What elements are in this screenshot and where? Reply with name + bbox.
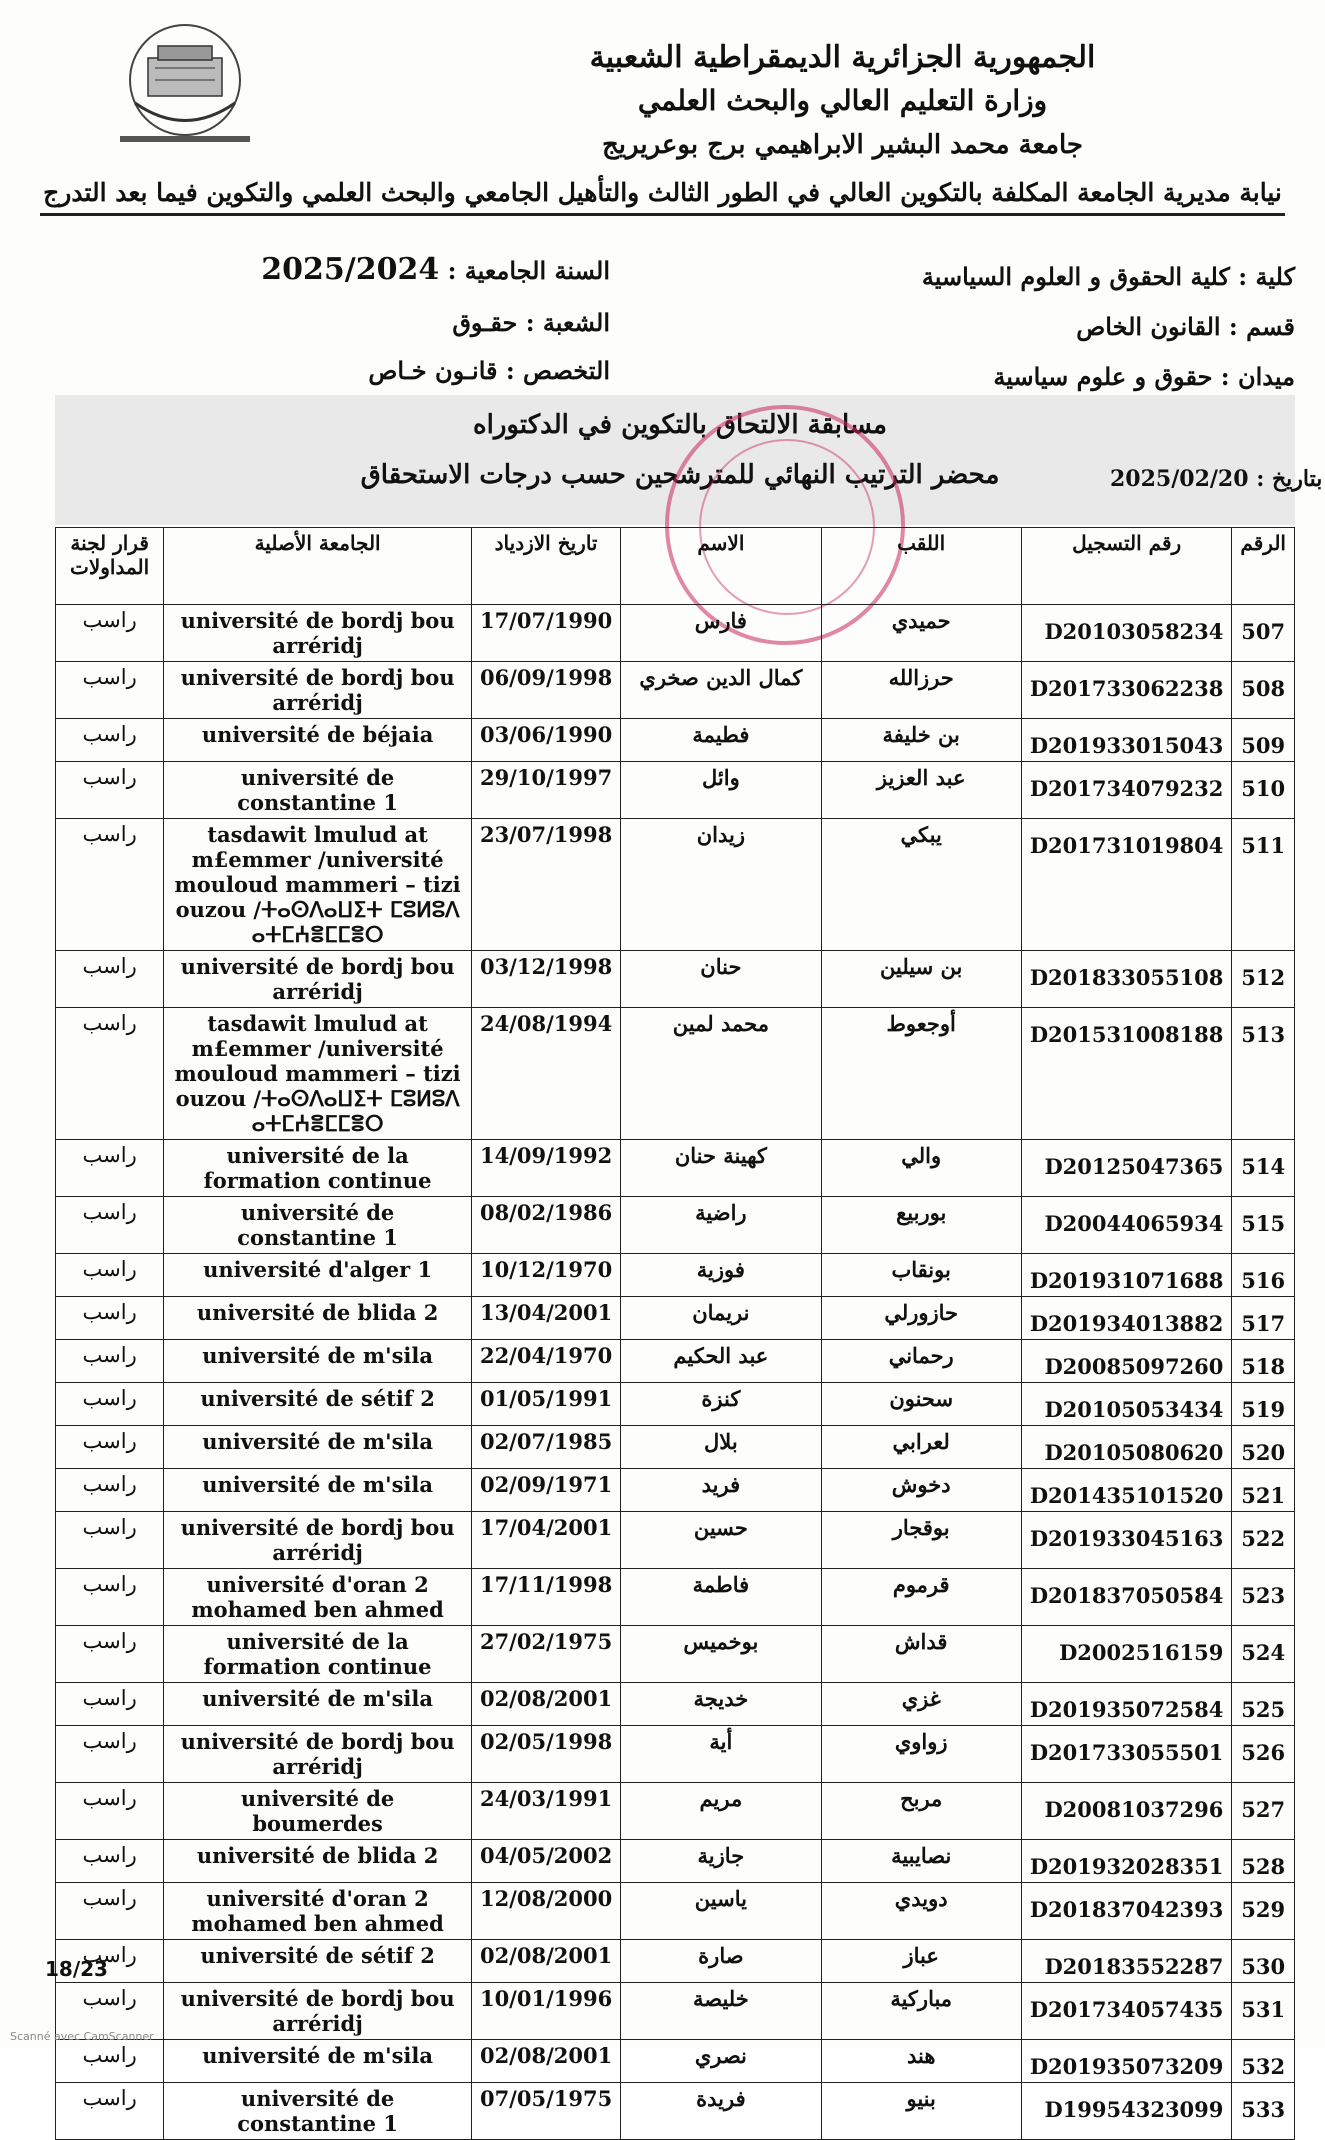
firstname-cell: نصري xyxy=(621,2040,821,2083)
birthdate-cell: 10/12/1970 xyxy=(471,1254,620,1297)
number-cell: 507 xyxy=(1232,605,1295,662)
number-cell: 524 xyxy=(1232,1626,1295,1683)
university-cell: université de sétif 2 xyxy=(164,1383,472,1426)
number-cell: 530 xyxy=(1232,1940,1295,1983)
university-cell: université de boumerdes xyxy=(164,1783,472,1840)
lastname-cell: قداش xyxy=(821,1626,1021,1683)
birthdate-cell: 13/04/2001 xyxy=(471,1297,620,1340)
table-row xyxy=(56,719,1295,762)
university-cell: université d'alger 1 xyxy=(164,1254,472,1297)
contest-title: مسابقة الالتحاق بالتكوين في الدكتوراه xyxy=(473,410,887,440)
lastname-cell: بوربيع xyxy=(821,1197,1021,1254)
university-cell: université de m'sila xyxy=(164,1683,472,1726)
birthdate-cell: 03/12/1998 xyxy=(471,951,620,1008)
number-cell: 518 xyxy=(1232,1340,1295,1383)
field-value: حقوق و علوم سياسية xyxy=(993,362,1213,391)
lastname-cell: حازورلي xyxy=(821,1297,1021,1340)
decision-cell: راسب xyxy=(56,662,164,719)
university-cell: université de m'sila xyxy=(164,2040,472,2083)
ranking-title: محضر الترتيب النهائي للمترشحين حسب درجات الاستحقاق xyxy=(360,460,1000,490)
table-row xyxy=(56,1469,1295,1512)
registration-cell: D20125047365 xyxy=(1021,1140,1232,1197)
branch-line xyxy=(452,308,610,337)
university-cell: tasdawit lmulud at m£emmer /université mouloud mammeri – tizi ouzou /ⵜⴰⵙⴷⴰⵡⵉⵜ ⵎⵓⵍⵓⴷ ⴰⵜⵎⵄⴻⵎⵎⴻⵔ xyxy=(164,819,472,951)
table-row xyxy=(56,605,1295,662)
decision-cell: راسب xyxy=(56,1683,164,1726)
year-line xyxy=(261,252,610,287)
department-value: القانون الخاص xyxy=(1076,312,1221,341)
university-cell: université de blida 2 xyxy=(164,1297,472,1340)
col-firstname: الاسم xyxy=(621,528,821,605)
table-row xyxy=(56,762,1295,819)
university-cell: université de bordj bou arréridj xyxy=(164,605,472,662)
decision-cell: راسب xyxy=(56,1197,164,1254)
col-lastname: اللقب xyxy=(821,528,1021,605)
decision-cell: راسب xyxy=(56,1383,164,1426)
number-cell: 510 xyxy=(1232,762,1295,819)
ministry-heading: وزارة التعليم العالي والبحث العلمي xyxy=(637,84,1048,117)
firstname-cell: مريم xyxy=(621,1783,821,1840)
decision-cell: راسب xyxy=(56,2040,164,2083)
university-cell: université de la formation continue xyxy=(164,1626,472,1683)
number-cell: 517 xyxy=(1232,1297,1295,1340)
lastname-cell: بن خليفة xyxy=(821,719,1021,762)
birthdate-cell: 04/05/2002 xyxy=(471,1840,620,1883)
firstname-cell: فارس xyxy=(621,605,821,662)
decision-cell: راسب xyxy=(56,1254,164,1297)
number-cell: 509 xyxy=(1232,719,1295,762)
birthdate-cell: 17/07/1990 xyxy=(471,605,620,662)
lastname-cell: بوقجار xyxy=(821,1512,1021,1569)
registration-cell: D201933045163 xyxy=(1021,1512,1232,1569)
birthdate-cell: 17/04/2001 xyxy=(471,1512,620,1569)
decision-cell: راسب xyxy=(56,719,164,762)
lastname-cell: عبد العزيز xyxy=(821,762,1021,819)
table-row xyxy=(56,2083,1295,2140)
university-cell: université de béjaia xyxy=(164,719,472,762)
decision-cell: راسب xyxy=(56,605,164,662)
university-cell: université de sétif 2 xyxy=(164,1940,472,1983)
table-row xyxy=(56,1840,1295,1883)
registration-cell: D20085097260 xyxy=(1021,1340,1232,1383)
registration-cell: D201833055108 xyxy=(1021,951,1232,1008)
university-cell: université d'oran 2 mohamed ben ahmed xyxy=(164,1569,472,1626)
results-table xyxy=(55,527,1295,2140)
university-cell: université de bordj bou arréridj xyxy=(164,1726,472,1783)
firstname-cell: ياسين xyxy=(621,1883,821,1940)
firstname-cell: راضية xyxy=(621,1197,821,1254)
table-row xyxy=(56,1340,1295,1383)
specialty-label: التخصص : xyxy=(505,356,610,385)
lastname-cell: زواوي xyxy=(821,1726,1021,1783)
university-cell: université de constantine 1 xyxy=(164,762,472,819)
registration-cell: D201935073209 xyxy=(1021,2040,1232,2083)
decision-cell: راسب xyxy=(56,951,164,1008)
birthdate-cell: 02/09/1971 xyxy=(471,1469,620,1512)
firstname-cell: حسين xyxy=(621,1512,821,1569)
specialty-line xyxy=(368,356,610,385)
col-registration: رقم التسجيل xyxy=(1021,528,1232,605)
faculty-line xyxy=(922,262,1295,291)
lastname-cell: نصايبية xyxy=(821,1840,1021,1883)
table-row xyxy=(56,2040,1295,2083)
firstname-cell: بوخميس xyxy=(621,1626,821,1683)
table-row xyxy=(56,1297,1295,1340)
lastname-cell: بن سيلين xyxy=(821,951,1021,1008)
registration-cell: D201935072584 xyxy=(1021,1683,1232,1726)
year-value: 2025/2024 xyxy=(261,252,440,287)
firstname-cell: زيدان xyxy=(621,819,821,951)
col-number: الرقم xyxy=(1232,528,1295,605)
university-cell: université de constantine 1 xyxy=(164,2083,472,2140)
decision-cell: راسب xyxy=(56,762,164,819)
birthdate-cell: 07/05/1975 xyxy=(471,2083,620,2140)
decision-cell: راسب xyxy=(56,819,164,951)
firstname-cell: وائل xyxy=(621,762,821,819)
university-heading: جامعة محمد البشير الابراهيمي برج بوعريريج xyxy=(601,130,1084,160)
date-label: بتاريخ : xyxy=(1256,466,1323,492)
birthdate-cell: 23/07/1998 xyxy=(471,819,620,951)
registration-cell: D20044065934 xyxy=(1021,1197,1232,1254)
firstname-cell: بلال xyxy=(621,1426,821,1469)
registration-cell: D201734079232 xyxy=(1021,762,1232,819)
table-row xyxy=(56,1197,1295,1254)
table-row xyxy=(56,1512,1295,1569)
birthdate-cell: 02/05/1998 xyxy=(471,1726,620,1783)
republic-heading: الجمهورية الجزائرية الديمقراطية الشعبية xyxy=(589,40,1096,75)
university-cell: université de m'sila xyxy=(164,1426,472,1469)
birthdate-cell: 17/11/1998 xyxy=(471,1569,620,1626)
department-line xyxy=(1076,312,1295,341)
firstname-cell: خليصة xyxy=(621,1983,821,2040)
decision-cell: راسب xyxy=(56,1840,164,1883)
branch-value: حقـوق xyxy=(452,308,518,337)
registration-cell: D20081037296 xyxy=(1021,1783,1232,1840)
decision-cell: راسب xyxy=(56,1008,164,1140)
table-row xyxy=(56,1983,1295,2040)
number-cell: 526 xyxy=(1232,1726,1295,1783)
birthdate-cell: 02/08/2001 xyxy=(471,1683,620,1726)
number-cell: 528 xyxy=(1232,1840,1295,1883)
registration-cell: D201837042393 xyxy=(1021,1883,1232,1940)
number-cell: 508 xyxy=(1232,662,1295,719)
registration-cell: D20183552287 xyxy=(1021,1940,1232,1983)
lastname-cell: حرزالله xyxy=(821,662,1021,719)
decision-cell: راسب xyxy=(56,1883,164,1940)
firstname-cell: صارة xyxy=(621,1940,821,1983)
lastname-cell: هند xyxy=(821,2040,1021,2083)
lastname-cell: حميدي xyxy=(821,605,1021,662)
number-cell: 533 xyxy=(1232,2083,1295,2140)
faculty-value: كلية الحقوق و العلوم السياسية xyxy=(921,262,1230,291)
col-birthdate: تاريخ الازدياد xyxy=(471,528,620,605)
table-row xyxy=(56,1383,1295,1426)
number-cell: 511 xyxy=(1232,819,1295,951)
table-row xyxy=(56,1626,1295,1683)
number-cell: 519 xyxy=(1232,1383,1295,1426)
registration-cell: D20105080620 xyxy=(1021,1426,1232,1469)
university-cell: université de constantine 1 xyxy=(164,1197,472,1254)
university-cell: université de m'sila xyxy=(164,1340,472,1383)
date-value: 2025/02/20 xyxy=(1110,466,1249,492)
decision-cell: راسب xyxy=(56,1469,164,1512)
university-cell: université de bordj bou arréridj xyxy=(164,662,472,719)
lastname-cell: دخوش xyxy=(821,1469,1021,1512)
registration-cell: D19954323099 xyxy=(1021,2083,1232,2140)
registration-cell: D201931071688 xyxy=(1021,1254,1232,1297)
decision-cell: راسب xyxy=(56,1983,164,2040)
birthdate-cell: 27/02/1975 xyxy=(471,1626,620,1683)
registration-cell: D201733062238 xyxy=(1021,662,1232,719)
table-row xyxy=(56,1569,1295,1626)
registration-cell: D20103058234 xyxy=(1021,605,1232,662)
university-cell: université de blida 2 xyxy=(164,1840,472,1883)
table-row xyxy=(56,662,1295,719)
birthdate-cell: 02/08/2001 xyxy=(471,1940,620,1983)
table-row xyxy=(56,951,1295,1008)
registration-cell: D201733055501 xyxy=(1021,1726,1232,1783)
number-cell: 525 xyxy=(1232,1683,1295,1726)
lastname-cell: قرموم xyxy=(821,1569,1021,1626)
number-cell: 520 xyxy=(1232,1426,1295,1469)
firstname-cell: محمد لمين xyxy=(621,1008,821,1140)
firstname-cell: كهينة حنان xyxy=(621,1140,821,1197)
registration-cell: D201837050584 xyxy=(1021,1569,1232,1626)
table-header-row xyxy=(56,528,1295,605)
page-number: 18/23 xyxy=(45,1957,108,1981)
decision-cell: راسب xyxy=(56,1940,164,1983)
decision-cell: راسب xyxy=(56,1512,164,1569)
number-cell: 522 xyxy=(1232,1512,1295,1569)
university-cell: université de bordj bou arréridj xyxy=(164,951,472,1008)
firstname-cell: حنان xyxy=(621,951,821,1008)
lastname-cell: مباركية xyxy=(821,1983,1021,2040)
university-cell: université de bordj bou arréridj xyxy=(164,1512,472,1569)
firstname-cell: كمال الدين صخري xyxy=(621,662,821,719)
university-cell: université de bordj bou arréridj xyxy=(164,1983,472,2040)
decision-cell: راسب xyxy=(56,1626,164,1683)
scanner-watermark: Scanné avec CamScanner xyxy=(10,2030,154,2043)
field-line xyxy=(993,362,1295,391)
lastname-cell: بنيو xyxy=(821,2083,1021,2140)
decision-cell: راسب xyxy=(56,2083,164,2140)
department-label: قسم : xyxy=(1228,312,1295,341)
table-row xyxy=(56,819,1295,951)
number-cell: 512 xyxy=(1232,951,1295,1008)
number-cell: 514 xyxy=(1232,1140,1295,1197)
number-cell: 521 xyxy=(1232,1469,1295,1512)
registration-cell: D201933015043 xyxy=(1021,719,1232,762)
registration-cell: D201734057435 xyxy=(1021,1983,1232,2040)
branch-label: الشعبة : xyxy=(525,308,610,337)
table-row xyxy=(56,1726,1295,1783)
table-row xyxy=(56,1008,1295,1140)
lastname-cell: عباز xyxy=(821,1940,1021,1983)
number-cell: 529 xyxy=(1232,1883,1295,1940)
decision-cell: راسب xyxy=(56,1426,164,1469)
university-cell: université de m'sila xyxy=(164,1469,472,1512)
decision-cell: راسب xyxy=(56,1297,164,1340)
number-cell: 523 xyxy=(1232,1569,1295,1626)
firstname-cell: فوزية xyxy=(621,1254,821,1297)
specialty-value: قانـون خـاص xyxy=(368,356,498,385)
registration-cell: D201934013882 xyxy=(1021,1297,1232,1340)
birthdate-cell: 02/07/1985 xyxy=(471,1426,620,1469)
birthdate-cell: 02/08/2001 xyxy=(471,2040,620,2083)
firstname-cell: فطيمة xyxy=(621,719,821,762)
lastname-cell: لعرابي xyxy=(821,1426,1021,1469)
lastname-cell: سحنون xyxy=(821,1383,1021,1426)
lastname-cell: مربح xyxy=(821,1783,1021,1840)
faculty-label: كلية : xyxy=(1238,262,1295,291)
table-row xyxy=(56,1940,1295,1983)
table-row xyxy=(56,1254,1295,1297)
number-cell: 516 xyxy=(1232,1254,1295,1297)
number-cell: 515 xyxy=(1232,1197,1295,1254)
lastname-cell: دويدي xyxy=(821,1883,1021,1940)
lastname-cell: بونقاب xyxy=(821,1254,1021,1297)
col-university: الجامعة الأصلية xyxy=(164,528,472,605)
birthdate-cell: 12/08/2000 xyxy=(471,1883,620,1940)
university-logo xyxy=(110,18,260,158)
lastname-cell: يبكي xyxy=(821,819,1021,951)
table-row xyxy=(56,1883,1295,1940)
decision-cell: راسب xyxy=(56,1340,164,1383)
firstname-cell: خديجة xyxy=(621,1683,821,1726)
table-row xyxy=(56,1140,1295,1197)
firstname-cell: نريمان xyxy=(621,1297,821,1340)
decision-cell: راسب xyxy=(56,1726,164,1783)
document-date xyxy=(1110,466,1322,492)
registration-cell: D201932028351 xyxy=(1021,1840,1232,1883)
field-label: ميدان : xyxy=(1220,362,1295,391)
birthdate-cell: 22/04/1970 xyxy=(471,1340,620,1383)
birthdate-cell: 24/03/1991 xyxy=(471,1783,620,1840)
lastname-cell: غزي xyxy=(821,1683,1021,1726)
number-cell: 527 xyxy=(1232,1783,1295,1840)
lastname-cell: أوجعوط xyxy=(821,1008,1021,1140)
table-row xyxy=(56,1783,1295,1840)
firstname-cell: كنزة xyxy=(621,1383,821,1426)
firstname-cell: فريدة xyxy=(621,2083,821,2140)
registration-cell: D201435101520 xyxy=(1021,1469,1232,1512)
university-cell: université de la formation continue xyxy=(164,1140,472,1197)
birthdate-cell: 03/06/1990 xyxy=(471,719,620,762)
registration-cell: D2002516159 xyxy=(1021,1626,1232,1683)
birthdate-cell: 10/01/1996 xyxy=(471,1983,620,2040)
year-label: السنة الجامعية : xyxy=(447,256,610,285)
lastname-cell: والي xyxy=(821,1140,1021,1197)
firstname-cell: فريد xyxy=(621,1469,821,1512)
registration-cell: D201731019804 xyxy=(1021,819,1232,951)
birthdate-cell: 14/09/1992 xyxy=(471,1140,620,1197)
registration-cell: D20105053434 xyxy=(1021,1383,1232,1426)
birthdate-cell: 06/09/1998 xyxy=(471,662,620,719)
table-row xyxy=(56,1683,1295,1726)
table-row xyxy=(56,1426,1295,1469)
birthdate-cell: 24/08/1994 xyxy=(471,1008,620,1140)
decision-cell: راسب xyxy=(56,1783,164,1840)
number-cell: 531 xyxy=(1232,1983,1295,2040)
col-decision: قرار لجنة المداولات xyxy=(56,528,164,605)
university-cell: université d'oran 2 mohamed ben ahmed xyxy=(164,1883,472,1940)
birthdate-cell: 01/05/1991 xyxy=(471,1383,620,1426)
registration-cell: D201531008188 xyxy=(1021,1008,1232,1140)
decision-cell: راسب xyxy=(56,1569,164,1626)
firstname-cell: فاطمة xyxy=(621,1569,821,1626)
firstname-cell: أية xyxy=(621,1726,821,1783)
number-cell: 513 xyxy=(1232,1008,1295,1140)
university-cell: tasdawit lmulud at m£emmer /université mouloud mammeri – tizi ouzou /ⵜⴰⵙⴷⴰⵡⵉⵜ ⵎⵓⵍⵓⴷ ⴰⵜⵎⵄⴻⵎⵎⴻⵔ xyxy=(164,1008,472,1140)
firstname-cell: عبد الحكيم xyxy=(621,1340,821,1383)
directorate-heading: نيابة مديرية الجامعة المكلفة بالتكوين العالي في الطور الثالث والتأهيل الجامعي والبحث العلمي والتكوين فيما بعد التدرج xyxy=(40,178,1285,216)
birthdate-cell: 29/10/1997 xyxy=(471,762,620,819)
birthdate-cell: 08/02/1986 xyxy=(471,1197,620,1254)
decision-cell: راسب xyxy=(56,1140,164,1197)
number-cell: 532 xyxy=(1232,2040,1295,2083)
firstname-cell: جازية xyxy=(621,1840,821,1883)
lastname-cell: رحماني xyxy=(821,1340,1021,1383)
